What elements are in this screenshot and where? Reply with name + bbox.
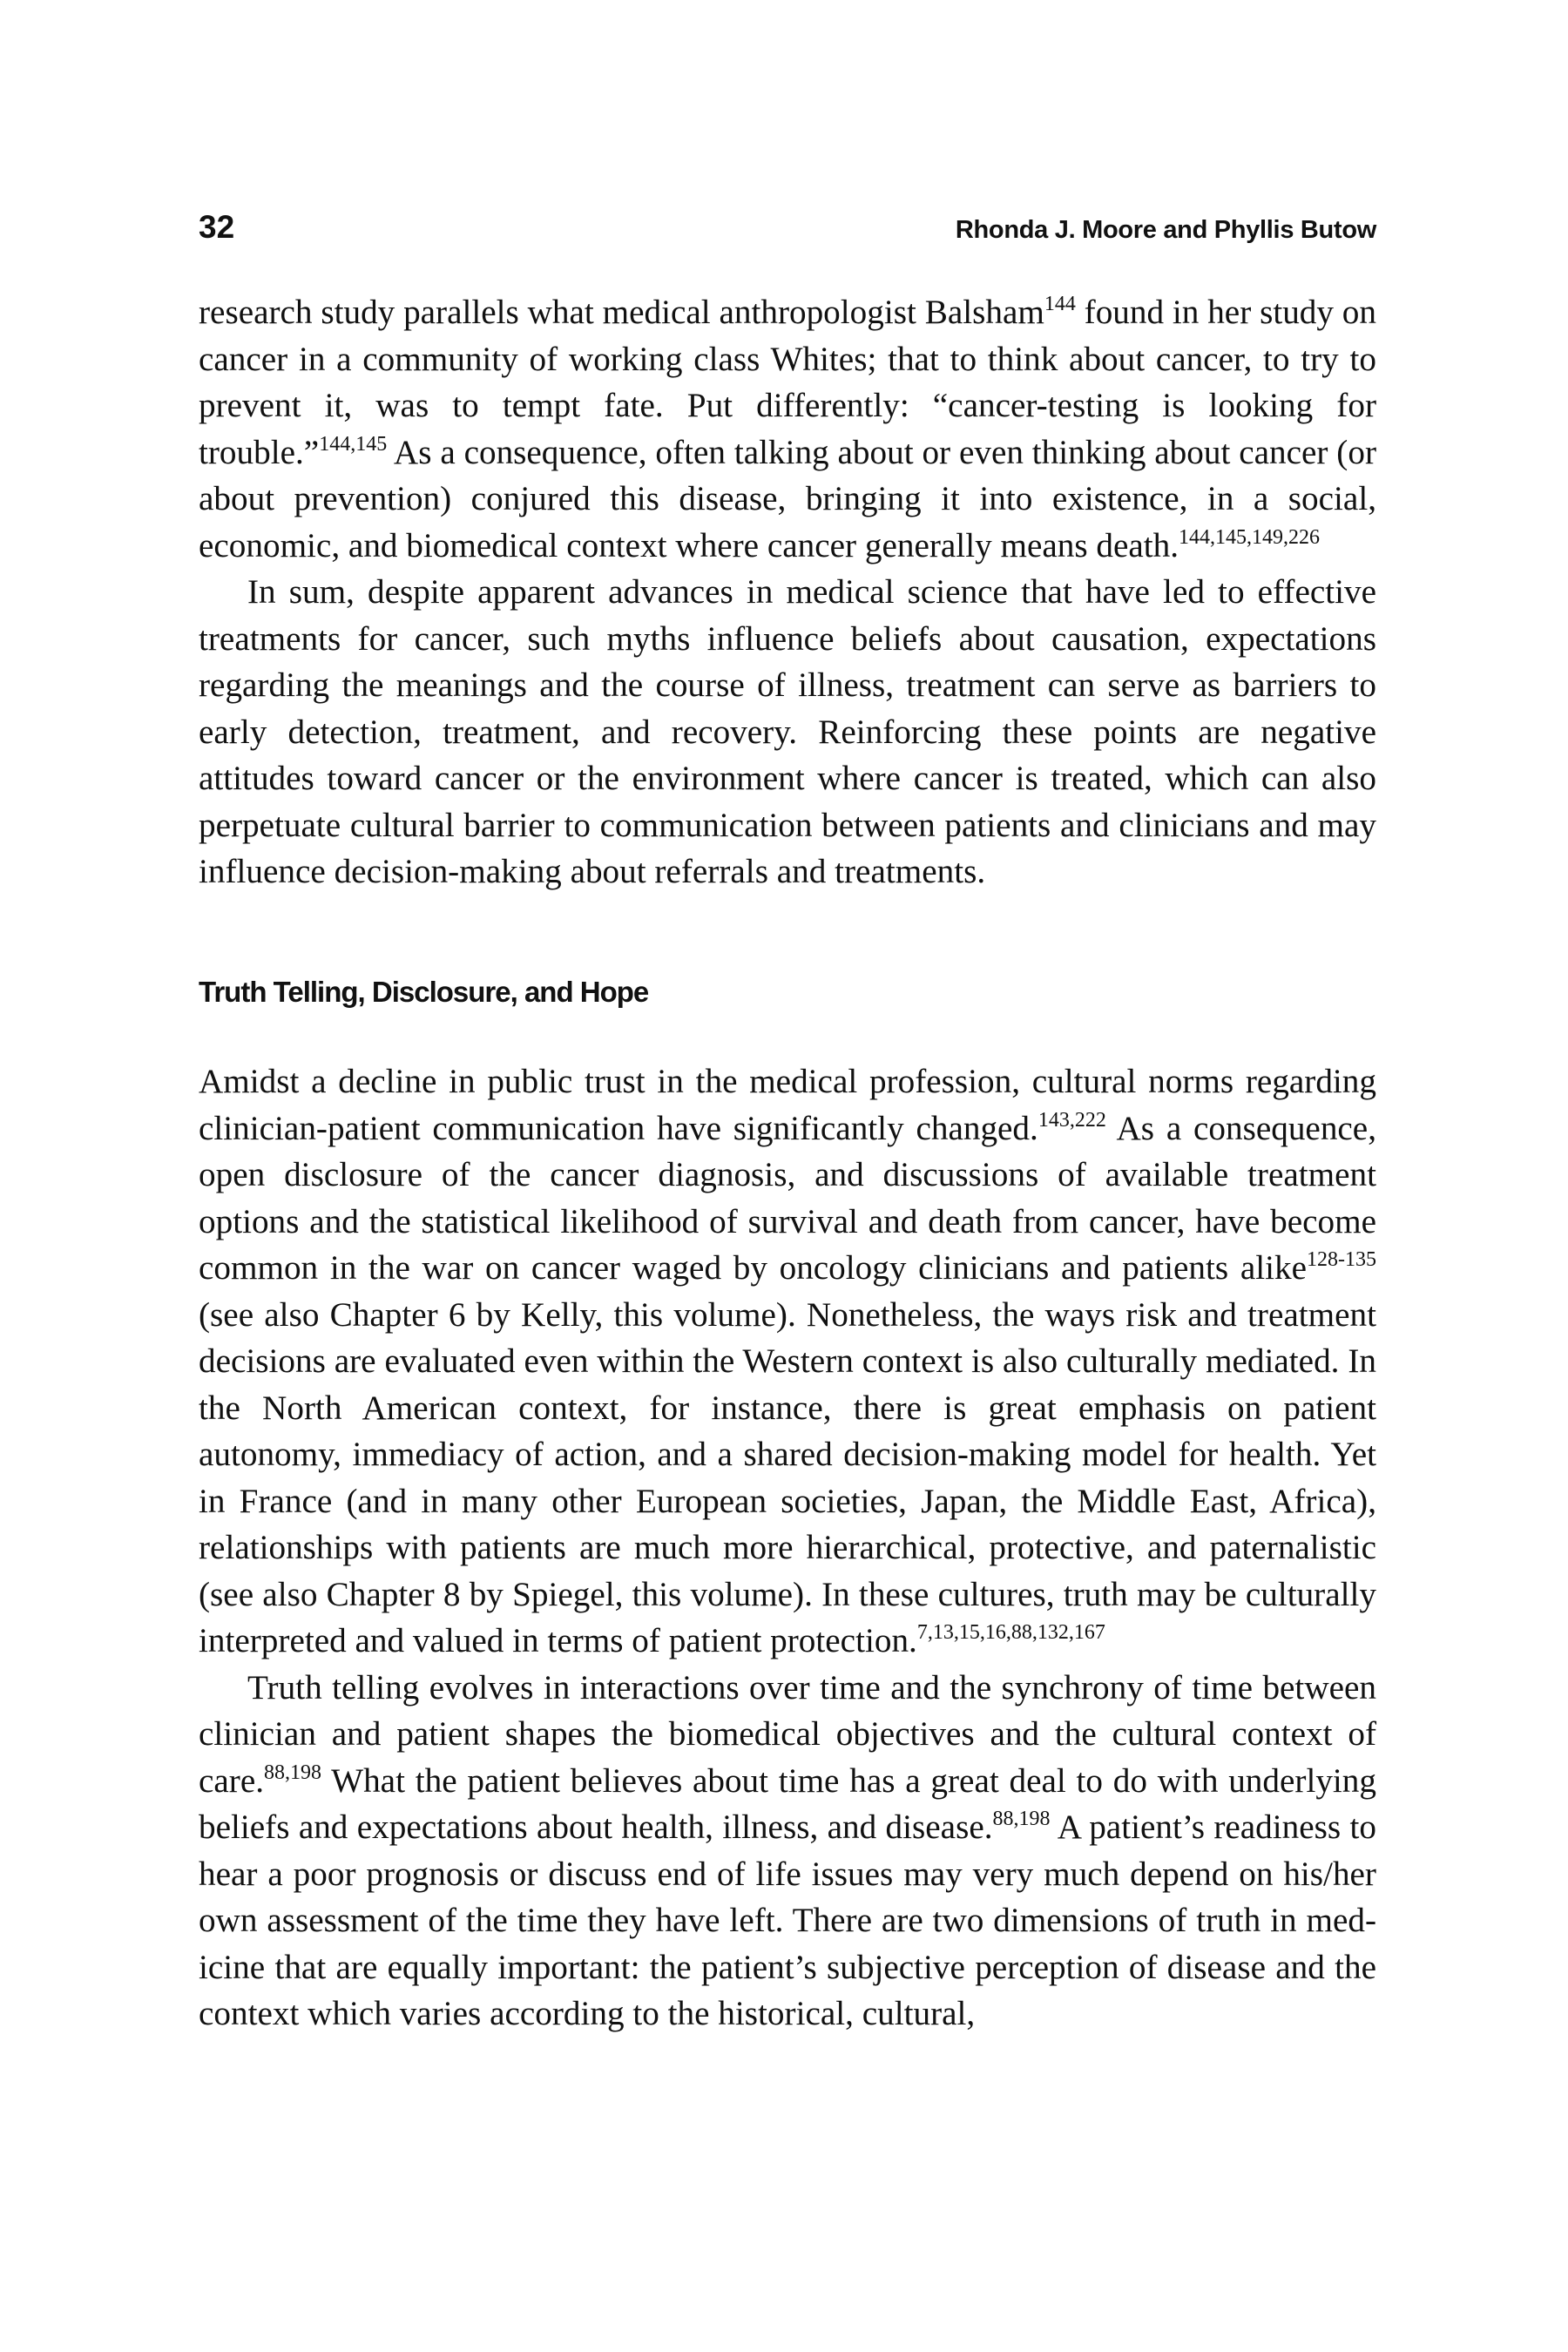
- paragraph-3-text-b: As a consequence, open disclosure of the cancer diagnosis, and discussions of available treatment options and the statistical likelihood of survival and death from cancer, have become common in the war on cancer waged by oncology clinicians and patients alike: [199, 1109, 1377, 1287]
- running-head: [199, 209, 1376, 246]
- paragraph-3-text-c: (see also Chapter 6 by Kelly, this volume). Nonetheless, the ways risk and treatment decisions are evaluated even within the Western context is also culturally mediated. In the North American context, for instance, there is great emphasis on patient autonomy, immediacy of action, and a shared decision-making model for health. Yet in France (and in many other European societies, Japan, the Middle East, Africa), relationships with patients are much more hierarchical, protective, and paternalistic (see also Chapter 8 by Spiegel, this volume). In these cultures, truth may be culturally interpreted and valued in terms of patient protection.: [199, 1295, 1376, 1659]
- citation-ref: 144,145: [319, 432, 388, 456]
- paragraph-4-text-c: A patient’s readiness to hear a poor prognosis or discuss end of life issues may very much depend on his/her own assessment of the time they have left. There are two dimensions of truth in medicine that are equally important: the patient’s subjective perception of disease and the context which varies according to the historical, cultural,: [199, 1808, 1376, 2032]
- citation-ref: 128-135: [1307, 1248, 1376, 1271]
- paragraph-3: [199, 1058, 1376, 1665]
- paragraph-2: In sum, despite apparent advances in medical science that have led to effective treatments for cancer, such myths influence beliefs about causation, expectations regarding the meanings and the course of illness, treatment can serve as barriers to early detection, treatment, and recovery. Reinforcing these points are negative attitudes toward cancer or the environment where cancer is treated, which can also perpetuate cultural barrier to communication between patients and clinicians and may influence decision-making about referrals and treatments.: [199, 573, 1376, 890]
- paragraph-1-text-b: found in her study on cancer in a community of working class Whites; that to think about cancer, to try to prevent it, was to tempt fate. Put differently: “cancer-testing is looking for trouble.”: [199, 294, 1376, 471]
- book-page: [199, 209, 1376, 2038]
- section-heading: Truth Telling, Disclosure, and Hope: [199, 975, 649, 1008]
- page-number: 32: [199, 209, 235, 245]
- citation-ref: 144,145,149,226: [1179, 525, 1321, 549]
- paragraph-1: [199, 289, 1376, 569]
- running-head-authors: Rhonda J. Moore and Phyllis Butow: [955, 216, 1376, 244]
- paragraph-1-text-c: As a consequence, often talking about or even thinking about cancer (or about prevention) conjured this disease, bringing it into existence, in a social, economic, and biomedical context where cancer generally means death.: [199, 433, 1376, 564]
- paragraph-4-text-b: What the patient believes about time has a great deal to do with underlying beliefs and expectations about health, illness, and disease.: [199, 1761, 1376, 1846]
- body-text: [199, 289, 1376, 2038]
- paragraph-4: [199, 1665, 1376, 2038]
- paragraph-1-text-a: research study parallels what medical anthropologist Balsham: [199, 294, 1044, 331]
- citation-ref: 143,222: [1037, 1108, 1106, 1132]
- citation-ref: 88,198: [264, 1761, 322, 1784]
- citation-ref: 88,198: [992, 1808, 1051, 1830]
- citation-ref: 144: [1044, 293, 1076, 315]
- citation-ref: 7,13,15,16,88,132,167: [916, 1621, 1105, 1644]
- paragraph-3-text-a: Amidst a decline in public trust in the medical profession, cultural norms regarding clinician-patient communication have significantly changed.: [199, 1063, 1376, 1147]
- paragraph-4-text-a: Truth telling evolves in interactions over time and the synchrony of time between clinician and patient shapes the biomedical objectives and the cultural context of care.: [199, 1668, 1376, 1800]
